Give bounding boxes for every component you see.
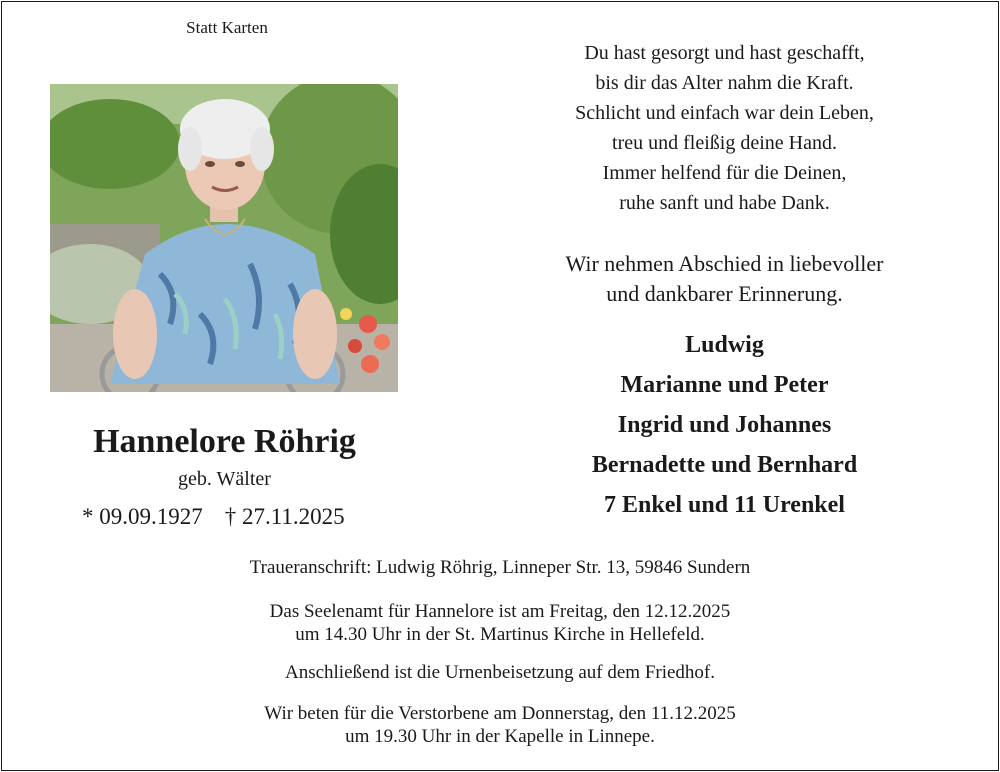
farewell-text bbox=[522, 249, 927, 309]
poem-line: treu und fleißig deine Hand. bbox=[612, 132, 837, 154]
portrait-illustration bbox=[50, 84, 398, 392]
notice-line: um 19.30 Uhr in der Kapelle in Linnepe. bbox=[345, 726, 655, 747]
life-dates bbox=[82, 504, 345, 530]
poem-line: bis dir das Alter nahm die Kraft. bbox=[595, 72, 854, 94]
poem-line: ruhe sanft und habe Dank. bbox=[619, 192, 830, 214]
death-date: † 27.11.2025 bbox=[224, 504, 345, 529]
mourner-entry: 7 Enkel und 11 Urenkel bbox=[604, 492, 845, 518]
mourner-entry: Bernadette und Bernhard bbox=[591, 452, 858, 478]
birth-date: * 09.09.1927 bbox=[82, 504, 203, 529]
notice-line: Anschließend ist die Urnenbeisetzung auf dem Friedhof. bbox=[284, 662, 716, 683]
prayer-notice bbox=[2, 702, 998, 748]
farewell-line: und dankbarer Erinnerung. bbox=[606, 281, 843, 306]
mourner-entry: Ingrid und Johannes bbox=[617, 412, 832, 438]
maiden-name: geb. Wälter bbox=[178, 468, 271, 490]
obituary-card bbox=[1, 1, 999, 771]
notice-line: um 14.30 Uhr in der St. Martinus Kirche in Hellefeld. bbox=[295, 624, 705, 645]
notice-line: Wir beten für die Verstorbene am Donnerstag, den 11.12.2025 bbox=[264, 703, 736, 724]
deceased-name: Hannelore Röhrig bbox=[93, 423, 356, 460]
poem-line: Immer helfend für die Deinen, bbox=[602, 162, 847, 184]
mourner-entry: Ludwig bbox=[685, 332, 764, 358]
requiem-notice bbox=[2, 600, 998, 646]
mourning-address: Traueranschrift: Ludwig Röhrig, Linneper Str. 13, 59846 Sundern bbox=[249, 557, 751, 578]
poem-line: Schlicht und einfach war dein Leben, bbox=[575, 102, 874, 124]
poem bbox=[522, 38, 927, 218]
burial-notice bbox=[2, 661, 998, 684]
portrait-photo bbox=[50, 84, 398, 392]
mourners-list bbox=[522, 325, 927, 525]
notice-line: Das Seelenamt für Hannelore ist am Freitag, den 12.12.2025 bbox=[269, 601, 731, 622]
farewell-line: Wir nehmen Abschied in liebevoller bbox=[565, 251, 884, 276]
poem-line: Du hast gesorgt und hast geschafft, bbox=[584, 42, 865, 64]
header-note: Statt Karten bbox=[186, 18, 268, 37]
mourner-entry: Marianne und Peter bbox=[620, 372, 829, 398]
